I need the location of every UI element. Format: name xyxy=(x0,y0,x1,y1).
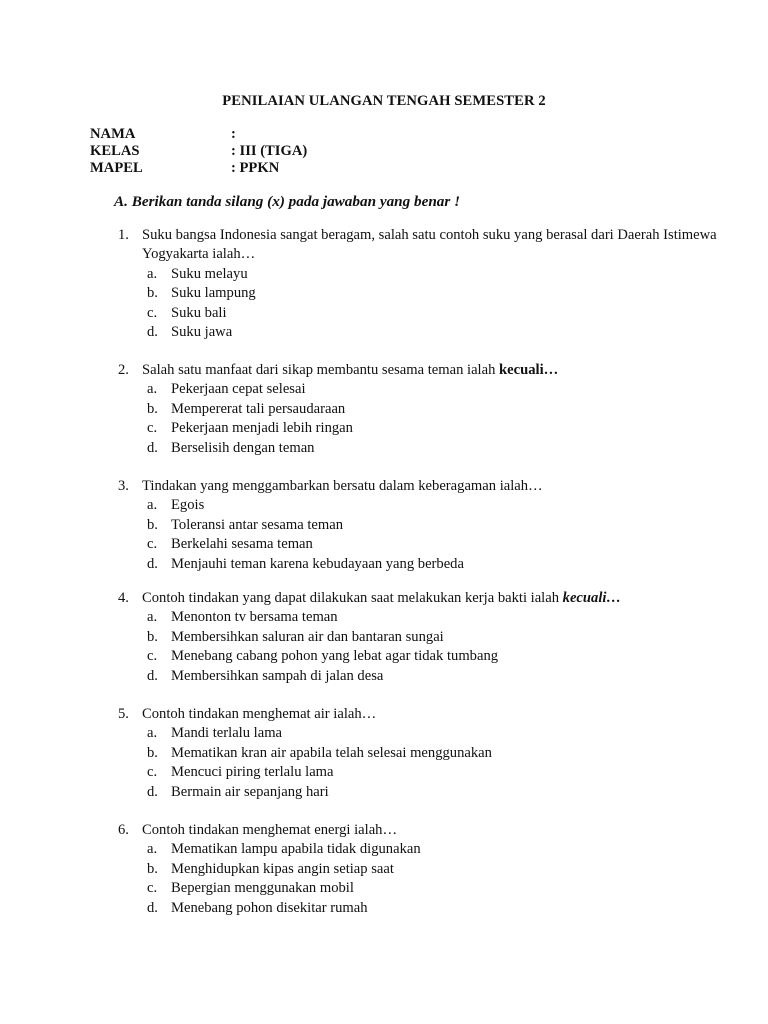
section-instruction: A. Berikan tanda silang (x) pada jawaban yang benar ! xyxy=(114,193,460,210)
question-text: Contoh tindakan menghemat air ialah… xyxy=(142,706,377,722)
info-label: NAMA xyxy=(90,126,136,142)
option-d[interactable]: d. Menjauhi teman karena kebudayaan yang berbeda xyxy=(147,555,464,572)
question-3 xyxy=(118,477,718,574)
option-list xyxy=(118,496,718,574)
question-2 xyxy=(118,361,718,458)
option-b[interactable]: b. Menghidupkan kipas angin setiap saat xyxy=(147,860,394,877)
option-list xyxy=(118,265,718,343)
option-c[interactable]: c. Menebang cabang pohon yang lebat agar tidak tumbang xyxy=(147,648,499,665)
question-text: Salah satu manfaat dari sikap membantu sesama teman ialah kecuali… xyxy=(142,362,559,378)
option-d[interactable]: d. Suku jawa xyxy=(147,324,233,341)
question-number: 3. xyxy=(118,478,129,494)
option-list xyxy=(118,380,718,458)
option-b[interactable]: b. Membersihkan saluran air dan bantaran sungai xyxy=(147,628,444,645)
option-b[interactable]: b. Mempererat tali persaudaraan xyxy=(147,400,346,417)
option-a[interactable]: a. Egois xyxy=(147,497,205,514)
question-6 xyxy=(118,821,718,918)
option-a[interactable]: a. Pekerjaan cepat selesai xyxy=(147,381,306,398)
info-row-mapel xyxy=(90,160,279,177)
info-row-kelas xyxy=(90,143,307,160)
question-number: 4. xyxy=(118,590,129,606)
question-text: Contoh tindakan menghemat energi ialah… xyxy=(142,822,398,838)
option-b[interactable]: b. Toleransi antar sesama teman xyxy=(147,516,344,533)
info-label: MAPEL xyxy=(90,160,143,176)
option-b[interactable]: b. Mematikan kran air apabila telah selesai menggunakan xyxy=(147,744,492,761)
info-value: : xyxy=(231,126,236,142)
option-list xyxy=(118,724,718,802)
question-5 xyxy=(118,705,718,802)
option-d[interactable]: d. Bermain air sepanjang hari xyxy=(147,783,329,800)
question-keyword: kecuali… xyxy=(499,362,559,378)
option-c[interactable]: c. Mencuci piring terlalu lama xyxy=(147,764,334,781)
question-4 xyxy=(118,589,718,686)
option-a[interactable]: a. Suku melayu xyxy=(147,265,248,282)
question-keyword: kecuali… xyxy=(562,590,622,606)
question-1 xyxy=(118,226,718,342)
option-d[interactable]: d. Menebang pohon disekitar rumah xyxy=(147,899,368,916)
question-number: 1. xyxy=(118,227,129,243)
option-c[interactable]: c. Berkelahi sesama teman xyxy=(147,536,313,553)
option-c[interactable]: c. Pekerjaan menjadi lebih ringan xyxy=(147,420,353,437)
option-d[interactable]: d. Berselisih dengan teman xyxy=(147,439,315,456)
option-b[interactable]: b. Suku lampung xyxy=(147,285,256,302)
question-text: Suku bangsa Indonesia sangat beragam, salah satu contoh suku yang berasal dari Daerah Istimewa Yogyakarta ialah… xyxy=(142,227,717,263)
option-list xyxy=(118,608,718,686)
option-d[interactable]: d. Membersihkan sampah di jalan desa xyxy=(147,667,384,684)
question-text: Contoh tindakan yang dapat dilakukan saat melakukan kerja bakti ialah kecuali… xyxy=(142,590,622,606)
info-value: : III (TIGA) xyxy=(231,143,308,159)
question-number: 6. xyxy=(118,822,129,838)
option-c[interactable]: c. Bepergian menggunakan mobil xyxy=(147,880,354,897)
option-a[interactable]: a. Menonton tv bersama teman xyxy=(147,609,338,626)
question-number: 5. xyxy=(118,706,129,722)
question-number: 2. xyxy=(118,362,129,378)
page-title: PENILAIAN ULANGAN TENGAH SEMESTER 2 xyxy=(222,93,546,109)
info-row-nama xyxy=(90,126,236,143)
option-a[interactable]: a. Mandi terlalu lama xyxy=(147,725,283,742)
question-text: Tindakan yang menggambarkan bersatu dalam keberagaman ialah… xyxy=(142,478,543,494)
option-list xyxy=(118,840,718,918)
option-a[interactable]: a. Mematikan lampu apabila tidak digunakan xyxy=(147,841,421,858)
option-c[interactable]: c. Suku bali xyxy=(147,304,227,321)
info-label: KELAS xyxy=(90,143,140,159)
info-value: : PPKN xyxy=(231,160,280,176)
